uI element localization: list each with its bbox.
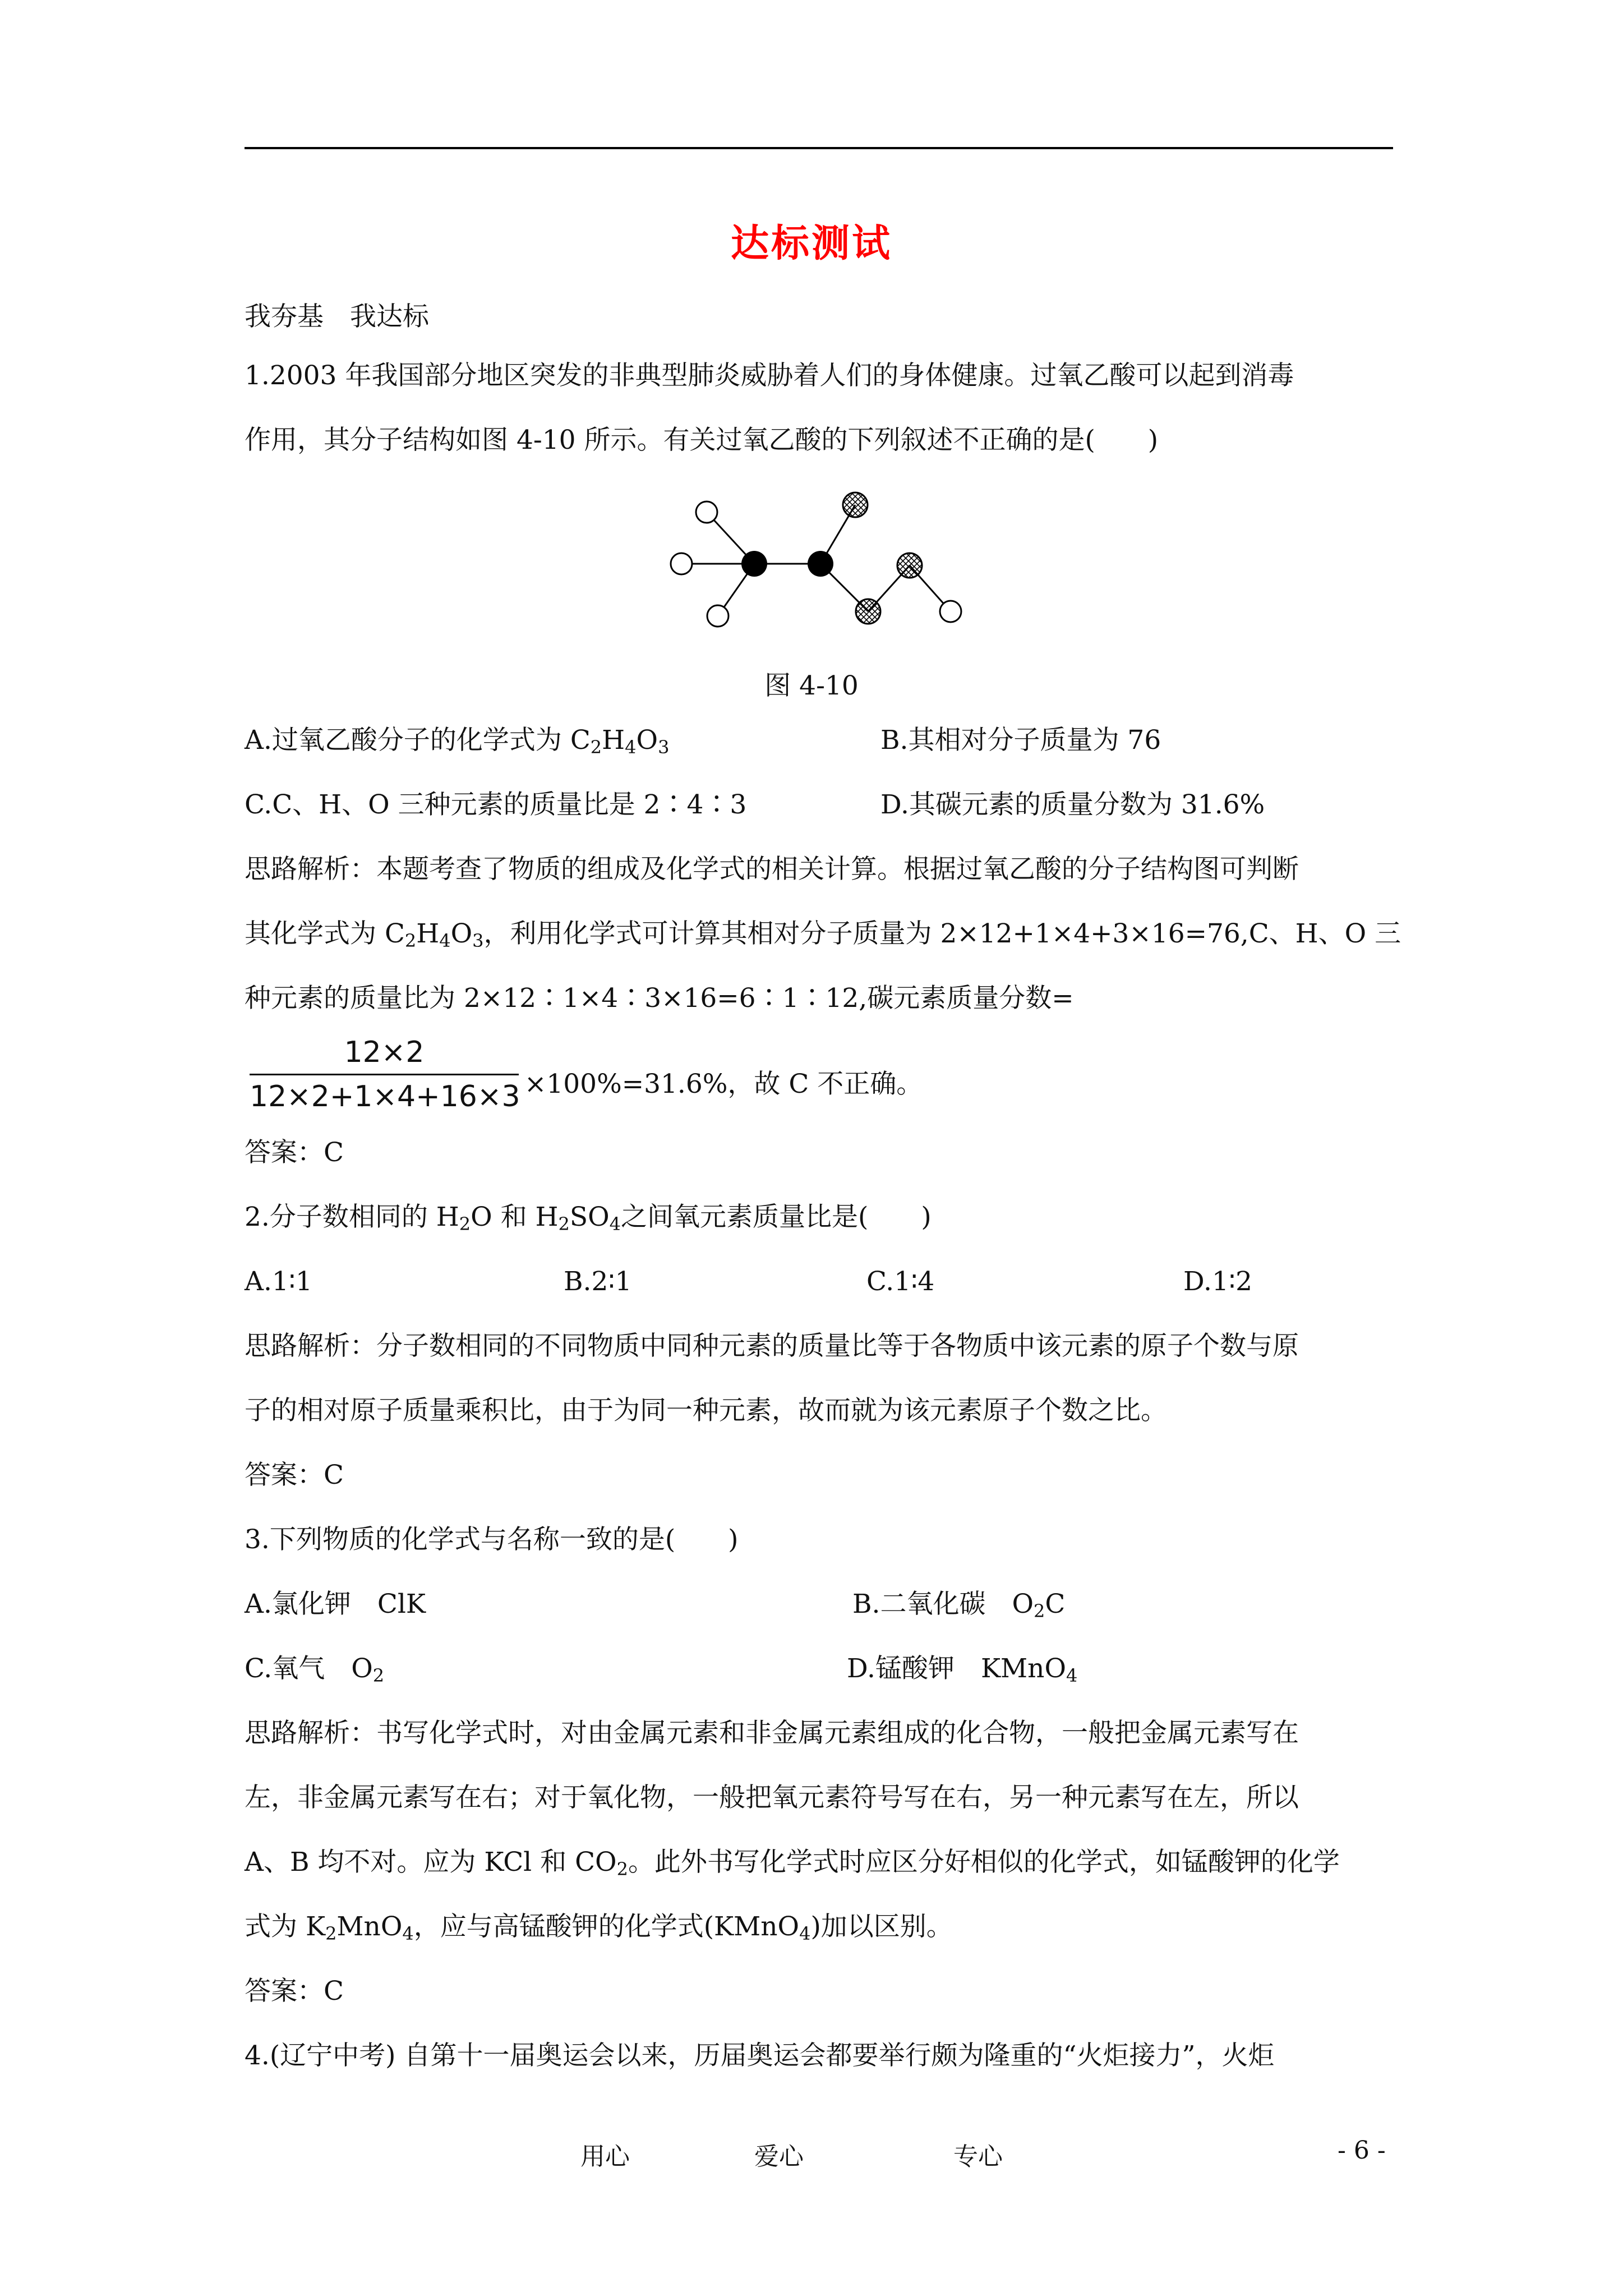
fraction-denominator: 12×2+1×4+16×3 xyxy=(250,1080,520,1114)
hydrogen-atom xyxy=(940,601,961,622)
carbon-atom xyxy=(741,551,767,577)
q3-explanation-line2: 左，非金属元素写在右；对于氧化物，一般把氧元素符号写在右，另一种元素写在左，所以 xyxy=(245,1782,1299,1813)
q2-explanation-line2: 子的相对原子质量乘积比，由于为同一种元素，故而就为该元素原子个数之比。 xyxy=(245,1395,1167,1426)
header-rule xyxy=(245,147,1393,149)
q3-option-c: C.氧气 $O_2$ xyxy=(245,1653,385,1686)
hydrogen-atom xyxy=(671,553,692,574)
q2-option-a: A.1∶1 xyxy=(245,1266,312,1297)
q1-option-c: C.C、H、O 三种元素的质量比是 2∶4∶3 xyxy=(245,789,747,820)
page-number: - 6 - xyxy=(1338,2136,1386,2165)
carbon-atom xyxy=(808,551,833,577)
q2-stem: 2.分子数相同的 $H_2O$ 和 $H_2SO_4$之间氧元素质量比是( ) xyxy=(245,1202,932,1235)
q3-option-a: A.氯化钾 ClK xyxy=(245,1589,426,1619)
q1-option-b: B.其相对分子质量为 76 xyxy=(880,725,1161,756)
q1-explanation-line2: 其化学式为 $C_2H_4O_3$，利用化学式可计算其相对分子质量为 2×12+1×4+3×16=76,C、H、O 三 xyxy=(245,918,1401,951)
mass-fraction-formula xyxy=(250,1032,519,1117)
hydrogen-atom xyxy=(707,605,728,627)
q3-answer: 答案：C xyxy=(245,1976,344,2007)
q1-stem-line1: 1.2003 年我国部分地区突发的非典型肺炎威胁着人们的身体健康。过氧乙酸可以起到消毒 xyxy=(245,360,1294,391)
q3-option-d: D.锰酸钾 KMnO$_4$ xyxy=(847,1653,1078,1686)
q1-option-d: D.其碳元素的质量分数为 31.6% xyxy=(880,789,1265,820)
q2-answer: 答案：C xyxy=(245,1460,344,1490)
footer-word-1: 用心 xyxy=(580,2142,630,2171)
footer-word-2: 爱心 xyxy=(754,2142,804,2171)
oxygen-atom xyxy=(843,493,868,517)
q2-explanation-line1: 思路解析：分子数相同的不同物质中同种元素的质量比等于各物质中该元素的原子个数与原 xyxy=(245,1331,1299,1361)
q3-explanation-line1: 思路解析：书写化学式时，对由金属元素和非金属元素组成的化合物，一般把金属元素写在 xyxy=(245,1718,1299,1749)
fraction-numerator: 12×2 xyxy=(344,1036,425,1069)
footer-word-3: 专心 xyxy=(953,2142,1003,2171)
page-title: 达标测试 xyxy=(730,221,892,266)
oxygen-atom xyxy=(856,599,880,624)
q3-option-b: B.二氧化碳 $O_2C$ xyxy=(852,1589,1066,1622)
q2-option-b: B.2∶1 xyxy=(564,1266,632,1297)
q3-explanation-line4: 式为 $K_2MnO_4$，应与高锰酸钾的化学式(KMnO$_4$)加以区别。 xyxy=(245,1911,953,1944)
q1-answer: 答案：C xyxy=(245,1137,344,1168)
q4-stem: 4.(辽宁中考) 自第十一届奥运会以来，历届奥运会都要举行颇为隆重的“火炬接力”，火炬 xyxy=(245,2040,1275,2071)
q1-explanation-line1: 思路解析：本题考查了物质的组成及化学式的相关计算。根据过氧乙酸的分子结构图可判断 xyxy=(245,854,1299,885)
fraction-bar xyxy=(250,1074,519,1075)
hydrogen-atom xyxy=(696,501,717,523)
oxygen-atom xyxy=(897,553,922,578)
molecule-structure-figure xyxy=(662,482,976,651)
q3-stem: 3.下列物质的化学式与名称一致的是( ) xyxy=(245,1524,739,1555)
q3-explanation-line3: A、B 均不对。应为 KCl 和 $CO_2$。此外书写化学式时应区分好相似的化学式，如锰酸钾的化学 xyxy=(245,1847,1340,1880)
figure-caption: 图 4-10 xyxy=(764,670,859,701)
fraction-result: ×100%=31.6%，故 C 不正确。 xyxy=(524,1069,923,1099)
q1-stem-line2: 作用，其分子结构如图 4-10 所示。有关过氧乙酸的下列叙述不正确的是( ) xyxy=(245,425,1159,455)
q2-option-c: C.1∶4 xyxy=(866,1266,935,1297)
q2-option-d: D.1∶2 xyxy=(1183,1266,1252,1297)
section-heading: 我夯基 我达标 xyxy=(245,301,429,332)
q1-explanation-line3: 种元素的质量比为 2×12∶1×4∶3×16=6∶1∶12,碳元素质量分数= xyxy=(245,983,1074,1014)
q1-option-a: A.过氧乙酸分子的化学式为 $C_2H_4O_3$ xyxy=(245,725,670,758)
